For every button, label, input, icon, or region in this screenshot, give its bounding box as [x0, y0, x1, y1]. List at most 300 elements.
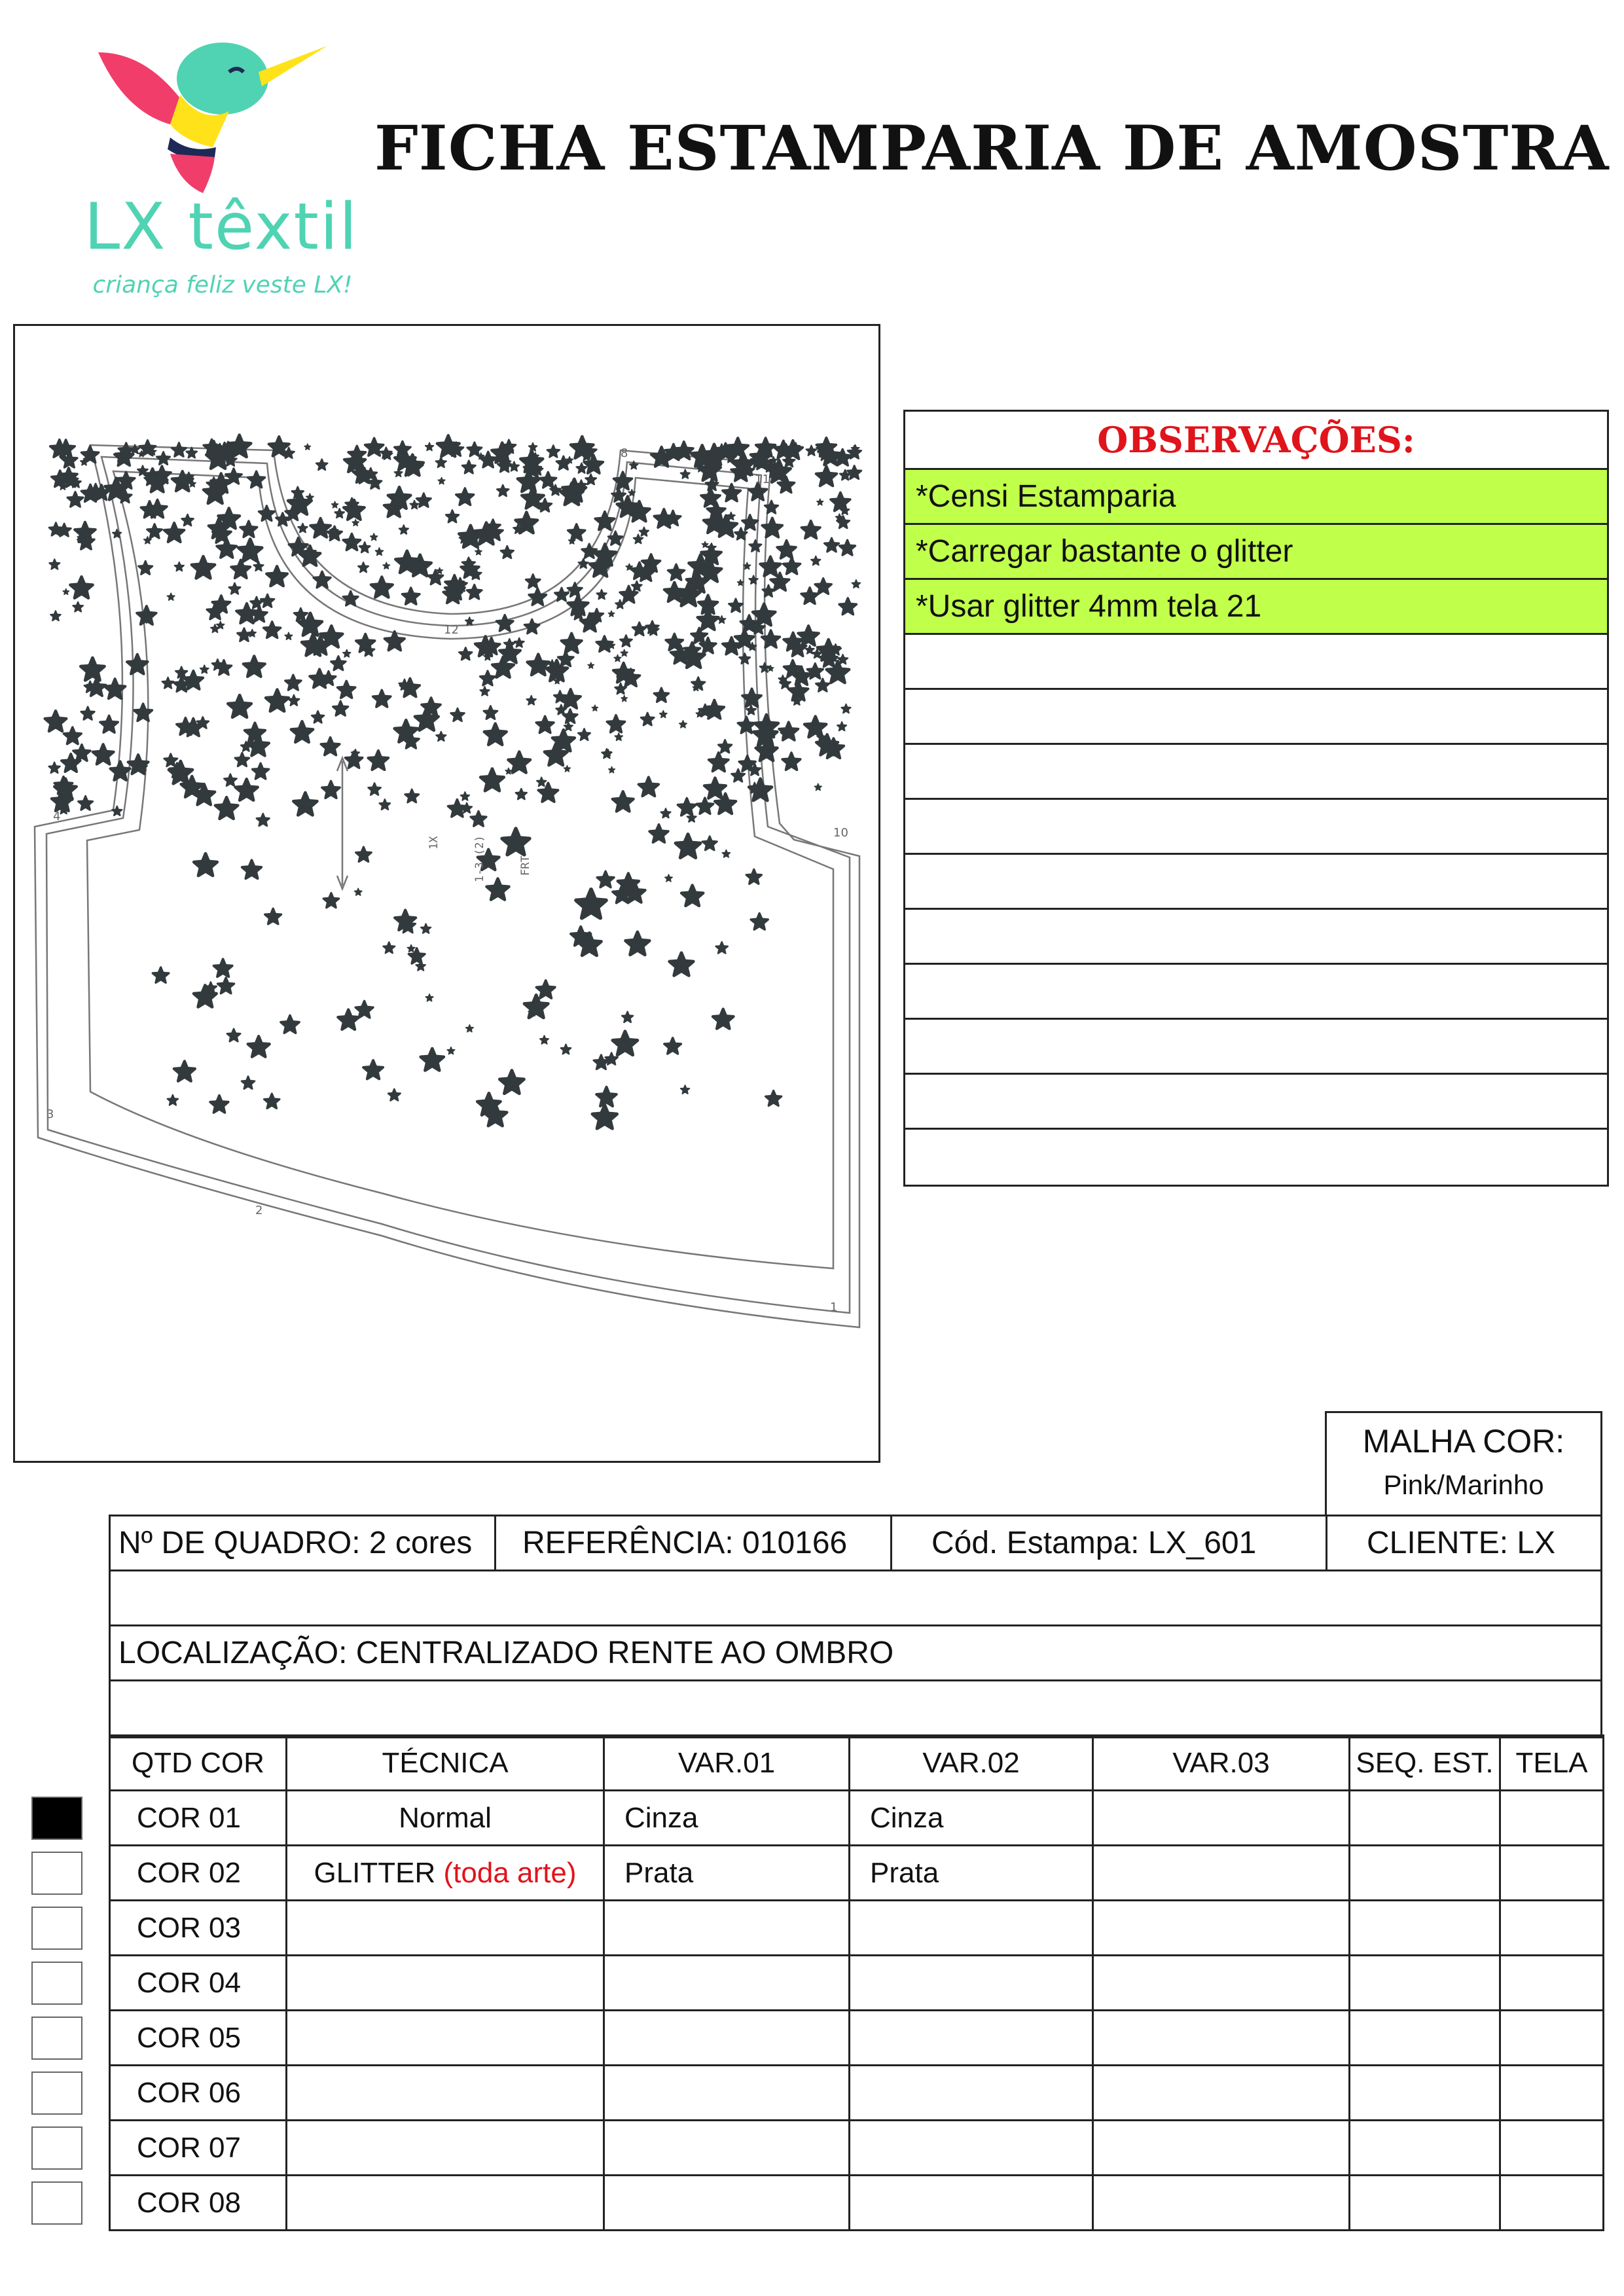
color-row [110, 1901, 1604, 1956]
garment-pattern [15, 326, 878, 1461]
star-icon [238, 628, 251, 641]
star-icon [231, 560, 250, 579]
seq-est-cell [1350, 2121, 1500, 2176]
star-icon [615, 733, 623, 741]
var02-cell [850, 2121, 1093, 2176]
star-icon [613, 791, 634, 812]
star-icon [681, 886, 703, 906]
star-icon [704, 778, 726, 798]
cor-label: COR 01 [110, 1791, 287, 1846]
star-icon [147, 524, 162, 539]
observation-line [905, 1075, 1607, 1130]
star-icon [564, 766, 570, 772]
star-icon [407, 944, 415, 952]
observation-line [905, 910, 1607, 965]
star-icon [540, 1035, 549, 1044]
star-icon [595, 512, 614, 530]
point-number-2: 2 [255, 1204, 263, 1217]
star-icon [343, 533, 360, 550]
star-icon [640, 527, 649, 536]
point-number-8: 8 [621, 446, 628, 460]
star-icon [181, 514, 193, 526]
star-icon [253, 763, 269, 779]
star-icon [824, 538, 839, 552]
star-icon [365, 439, 384, 456]
star-icon [632, 581, 642, 591]
star-icon [576, 889, 606, 918]
star-icon [399, 525, 409, 534]
star-icon [436, 457, 446, 468]
var02-cell [850, 2176, 1093, 2231]
star-icon [167, 593, 175, 600]
observation-line [905, 745, 1607, 800]
star-icon [702, 836, 717, 850]
star-icon [529, 588, 546, 605]
page-title: FICHA ESTAMPARIA DE AMOSTRA [374, 113, 1610, 185]
seq-est-cell [1350, 2176, 1500, 2231]
var03-cell [1093, 2066, 1350, 2121]
star-icon [175, 562, 184, 571]
star-icon [459, 647, 472, 660]
star-icon [709, 753, 729, 772]
star-icon [134, 704, 153, 721]
print-drawing-frame [13, 324, 880, 1463]
star-icon [802, 521, 820, 539]
star-icon [738, 717, 755, 733]
cod-estampa-cell: Cód. Estampa: LX_601 [890, 1516, 1326, 1570]
star-icon [259, 506, 274, 521]
observations-heading: OBSERVAÇÕES: [905, 412, 1607, 470]
star-icon [438, 477, 445, 484]
star-icon [168, 1095, 179, 1105]
star-icon [801, 588, 818, 604]
header-tecnica: TÉCNICA [287, 1736, 604, 1791]
color-row [110, 2011, 1604, 2066]
var03-cell [1093, 1846, 1350, 1901]
star-icon [729, 599, 742, 612]
star-icon [49, 762, 60, 773]
star-icon [841, 704, 850, 713]
star-icon [480, 452, 496, 467]
star-icon [338, 1010, 359, 1030]
var03-cell [1093, 2121, 1350, 2176]
star-icon [607, 715, 624, 732]
tecnica-note: (toda arte) [443, 1856, 577, 1889]
star-icon [831, 493, 850, 511]
star-icon [369, 783, 381, 795]
star-icon [536, 980, 555, 998]
malha-cor-box [1325, 1411, 1602, 1516]
star-icon [784, 558, 801, 574]
star-icon [331, 656, 346, 670]
star-icon [811, 556, 821, 565]
star-icon [814, 783, 821, 791]
star-icon [137, 606, 156, 624]
star-icon [526, 575, 540, 588]
cor-label: COR 06 [110, 2066, 287, 2121]
star-icon [171, 442, 186, 456]
star-icon [817, 499, 823, 505]
star-icon [613, 1031, 638, 1055]
star-icon [777, 541, 796, 558]
color-row [110, 2066, 1604, 2121]
star-icon [224, 774, 236, 786]
star-icon [127, 655, 147, 674]
tela-cell [1500, 1956, 1604, 2011]
star-icon [314, 571, 331, 588]
star-icon [242, 860, 261, 878]
star-icon [496, 615, 513, 631]
cor-label: COR 07 [110, 2121, 287, 2176]
star-icon [343, 650, 351, 657]
star-icon [848, 465, 861, 478]
star-icon [568, 524, 585, 541]
star-icon [547, 445, 560, 457]
star-icon [238, 539, 262, 562]
star-icon [676, 834, 700, 858]
star-icon [621, 696, 628, 702]
observation-line [905, 1130, 1607, 1185]
star-icon [174, 1061, 195, 1081]
star-icon [471, 811, 486, 826]
star-icon [293, 793, 317, 815]
star-icon [184, 671, 204, 689]
star-icon [480, 687, 490, 696]
star-icon [514, 638, 524, 647]
star-icon [484, 724, 507, 745]
star-icon [451, 708, 465, 721]
localizacao-cell: LOCALIZAÇÃO: CENTRALIZADO RENTE AO OMBRO [118, 1636, 894, 1670]
star-icon [425, 994, 433, 1001]
star-icon [446, 510, 459, 522]
star-icon [508, 752, 530, 773]
observation-line [905, 690, 1607, 745]
star-icon [448, 800, 467, 817]
star-icon [264, 622, 281, 638]
point-number-3: 3 [46, 1107, 54, 1121]
info-row-blank [111, 1681, 1600, 1736]
info-row-localizacao [111, 1626, 1600, 1681]
color-row [110, 2121, 1604, 2176]
star-icon [93, 744, 114, 764]
tecnica-cell [287, 1901, 604, 1956]
star-icon [678, 798, 696, 816]
star-icon [461, 792, 470, 800]
star-icon [331, 501, 338, 508]
header-qtd-cor: QTD COR [110, 1736, 287, 1791]
star-icon [370, 533, 378, 541]
star-icon [294, 608, 308, 621]
seq-est-cell [1350, 2011, 1500, 2066]
color-swatch [31, 2017, 82, 2060]
pattern-label-3: FRT [519, 855, 532, 876]
observation-line [905, 800, 1607, 855]
star-icon [480, 671, 495, 685]
star-icon [162, 677, 174, 689]
star-icon [698, 610, 719, 630]
cor-label: COR 08 [110, 2176, 287, 2231]
seq-est-cell [1350, 1956, 1500, 2011]
star-icon [639, 777, 659, 796]
star-icon [111, 761, 130, 780]
star-icon [405, 789, 419, 802]
star-icon [236, 779, 258, 800]
star-icon [839, 540, 855, 555]
cor-label: COR 03 [110, 1901, 287, 1956]
var02-cell: Prata [850, 1846, 1093, 1901]
star-icon [782, 753, 801, 770]
star-icon [228, 695, 251, 717]
info-row-blank [111, 1571, 1600, 1626]
star-icon [622, 1012, 633, 1022]
star-icon [67, 492, 83, 507]
star-icon [235, 753, 249, 766]
star-icon [465, 617, 474, 625]
observation-line [905, 965, 1607, 1020]
referencia-cell: REFERÊNCIA: 010166 [494, 1516, 890, 1570]
star-icon [665, 874, 672, 882]
star-icon [156, 452, 170, 464]
star-icon [608, 611, 615, 617]
var02-cell [850, 1901, 1093, 1956]
star-icon [691, 628, 708, 643]
info-table [109, 1515, 1602, 1738]
point-number-11: 11 [755, 473, 770, 486]
tecnica-cell [287, 2121, 604, 2176]
star-icon [215, 797, 238, 819]
var01-cell [604, 1901, 850, 1956]
star-icon [852, 580, 860, 588]
star-icon [322, 781, 340, 798]
star-icon [806, 446, 817, 456]
star-icon [746, 869, 761, 884]
star-icon [248, 471, 265, 488]
tecnica-cell [287, 2176, 604, 2231]
color-swatch [31, 1852, 82, 1895]
star-icon [660, 808, 670, 817]
star-icon [502, 829, 530, 855]
star-icon [383, 942, 395, 953]
star-icon [466, 1025, 474, 1032]
star-icon [218, 978, 234, 994]
star-icon [509, 461, 519, 471]
point-number-12: 12 [444, 623, 459, 637]
star-icon [394, 469, 403, 477]
tela-cell [1500, 2176, 1604, 2231]
star-icon [739, 653, 750, 664]
header-tela: TELA [1500, 1736, 1604, 1791]
star-icon [668, 564, 684, 580]
logo [72, 26, 360, 314]
star-icon [248, 1036, 270, 1057]
star-icon [375, 548, 383, 556]
var03-cell [1093, 2176, 1350, 2231]
color-table [109, 1734, 1604, 2231]
star-icon [620, 635, 632, 647]
tela-cell [1500, 1791, 1604, 1846]
star-icon [298, 524, 308, 533]
header-var02: VAR.02 [850, 1736, 1093, 1791]
star-icon [73, 745, 90, 761]
star-icon [285, 675, 301, 690]
var03-cell [1093, 2011, 1350, 2066]
var01-cell [604, 2011, 850, 2066]
star-icon [696, 798, 713, 814]
star-icon [588, 662, 594, 668]
star-icon [363, 1060, 383, 1079]
star-icon [722, 850, 730, 857]
star-icon [358, 562, 369, 572]
star-icon [681, 469, 690, 478]
star-icon [626, 932, 650, 955]
star-icon [192, 556, 215, 578]
star-icon [214, 959, 232, 977]
star-icon [654, 688, 669, 702]
brand-tagline: criança feliz veste LX! [92, 272, 353, 298]
star-icon [815, 579, 831, 594]
star-icon [410, 501, 419, 509]
star-icon [760, 556, 780, 576]
star-icon [312, 711, 324, 723]
star-icon [783, 456, 795, 467]
observation-line [905, 635, 1607, 690]
star-icon [766, 1090, 782, 1105]
star-icon [713, 1009, 734, 1029]
color-swatch [31, 1797, 82, 1840]
star-icon [371, 577, 393, 597]
header-var03: VAR.03 [1093, 1736, 1350, 1791]
star-icon [321, 738, 339, 755]
star-icon [334, 509, 344, 518]
star-icon [333, 701, 348, 715]
star-icon [194, 853, 217, 876]
point-number-4: 4 [53, 810, 61, 823]
star-icon [524, 995, 548, 1018]
star-icon [528, 655, 549, 675]
star-icon [244, 656, 265, 676]
star-icon [79, 796, 93, 810]
star-icon [621, 649, 628, 656]
star-icon [537, 778, 547, 787]
tela-cell [1500, 1846, 1604, 1901]
star-icon [602, 749, 612, 759]
star-icon [664, 1038, 681, 1054]
star-icon [421, 924, 431, 933]
star-icon [261, 594, 274, 607]
star-icon [63, 727, 81, 744]
star-icon [749, 540, 762, 552]
star-icon [467, 584, 482, 599]
star-icon [436, 732, 446, 742]
star-icon [266, 690, 289, 711]
star-icon [560, 689, 581, 708]
star-icon [585, 474, 596, 484]
color-row [110, 1956, 1604, 2011]
star-icon [816, 679, 829, 692]
star-icon [475, 548, 482, 555]
star-icon [281, 1016, 299, 1033]
star-icon [447, 1047, 455, 1054]
star-icon [529, 443, 537, 452]
star-icon [499, 1071, 524, 1094]
var01-cell [604, 2066, 850, 2121]
malha-cor-label: MALHA COR: [1362, 1423, 1565, 1460]
tela-cell [1500, 2011, 1604, 2066]
observation-line: *Usar glitter 4mm tela 21 [905, 580, 1607, 635]
var01-cell: Cinza [604, 1791, 850, 1846]
star-icon [456, 488, 474, 505]
star-icon [264, 1094, 280, 1108]
star-icon [373, 690, 391, 707]
star-icon [561, 1045, 571, 1054]
var01-cell [604, 1956, 850, 2011]
star-icon [816, 466, 837, 486]
star-icon [63, 588, 69, 594]
star-icon [73, 602, 83, 612]
var01-cell: Prata [604, 1846, 850, 1901]
star-icon [660, 711, 667, 718]
star-icon [355, 1001, 373, 1018]
star-icon [839, 598, 856, 615]
star-icon [505, 768, 512, 774]
star-icon [276, 512, 289, 526]
star-icon [497, 485, 509, 496]
cliente-cell: CLIENTE: LX [1326, 1516, 1600, 1570]
observation-line [905, 855, 1607, 910]
var02-cell [850, 2066, 1093, 2121]
pattern-label-1: 1X [427, 836, 441, 850]
tela-cell [1500, 2121, 1604, 2176]
star-icon [380, 799, 391, 810]
star-icon [798, 626, 818, 645]
tecnica-cell [287, 2011, 604, 2066]
star-icon [285, 632, 293, 639]
star-icon [718, 740, 732, 753]
star-icon [480, 769, 504, 791]
star-icon [596, 636, 613, 652]
star-icon [186, 448, 197, 458]
star-icon [139, 561, 153, 574]
star-icon [538, 783, 558, 802]
star-icon [681, 1085, 690, 1094]
var02-cell: Cinza [850, 1791, 1093, 1846]
observation-line: *Carregar bastante o glitter [905, 525, 1607, 580]
star-icon [540, 472, 556, 488]
color-table-header [110, 1736, 1604, 1791]
star-icon [536, 716, 554, 732]
cor-label: COR 02 [110, 1846, 287, 1901]
star-icon [487, 878, 509, 899]
star-icon [641, 713, 654, 725]
star-icon [352, 520, 359, 526]
star-icon [609, 766, 615, 773]
star-icon [50, 611, 61, 620]
color-swatch [31, 2072, 82, 2115]
star-icon [578, 728, 590, 740]
tecnica-value: Normal [399, 1801, 492, 1834]
star-icon [501, 546, 514, 558]
tecnica-value: GLITTER [314, 1856, 444, 1889]
seq-est-cell [1350, 1791, 1500, 1846]
cor-label: COR 04 [110, 1956, 287, 2011]
star-icon [762, 518, 782, 537]
info-row-main [111, 1516, 1600, 1571]
star-icon [227, 1029, 240, 1041]
star-icon [266, 566, 287, 586]
star-icon [240, 521, 257, 537]
star-icon [388, 1089, 401, 1101]
star-icon [253, 562, 263, 571]
